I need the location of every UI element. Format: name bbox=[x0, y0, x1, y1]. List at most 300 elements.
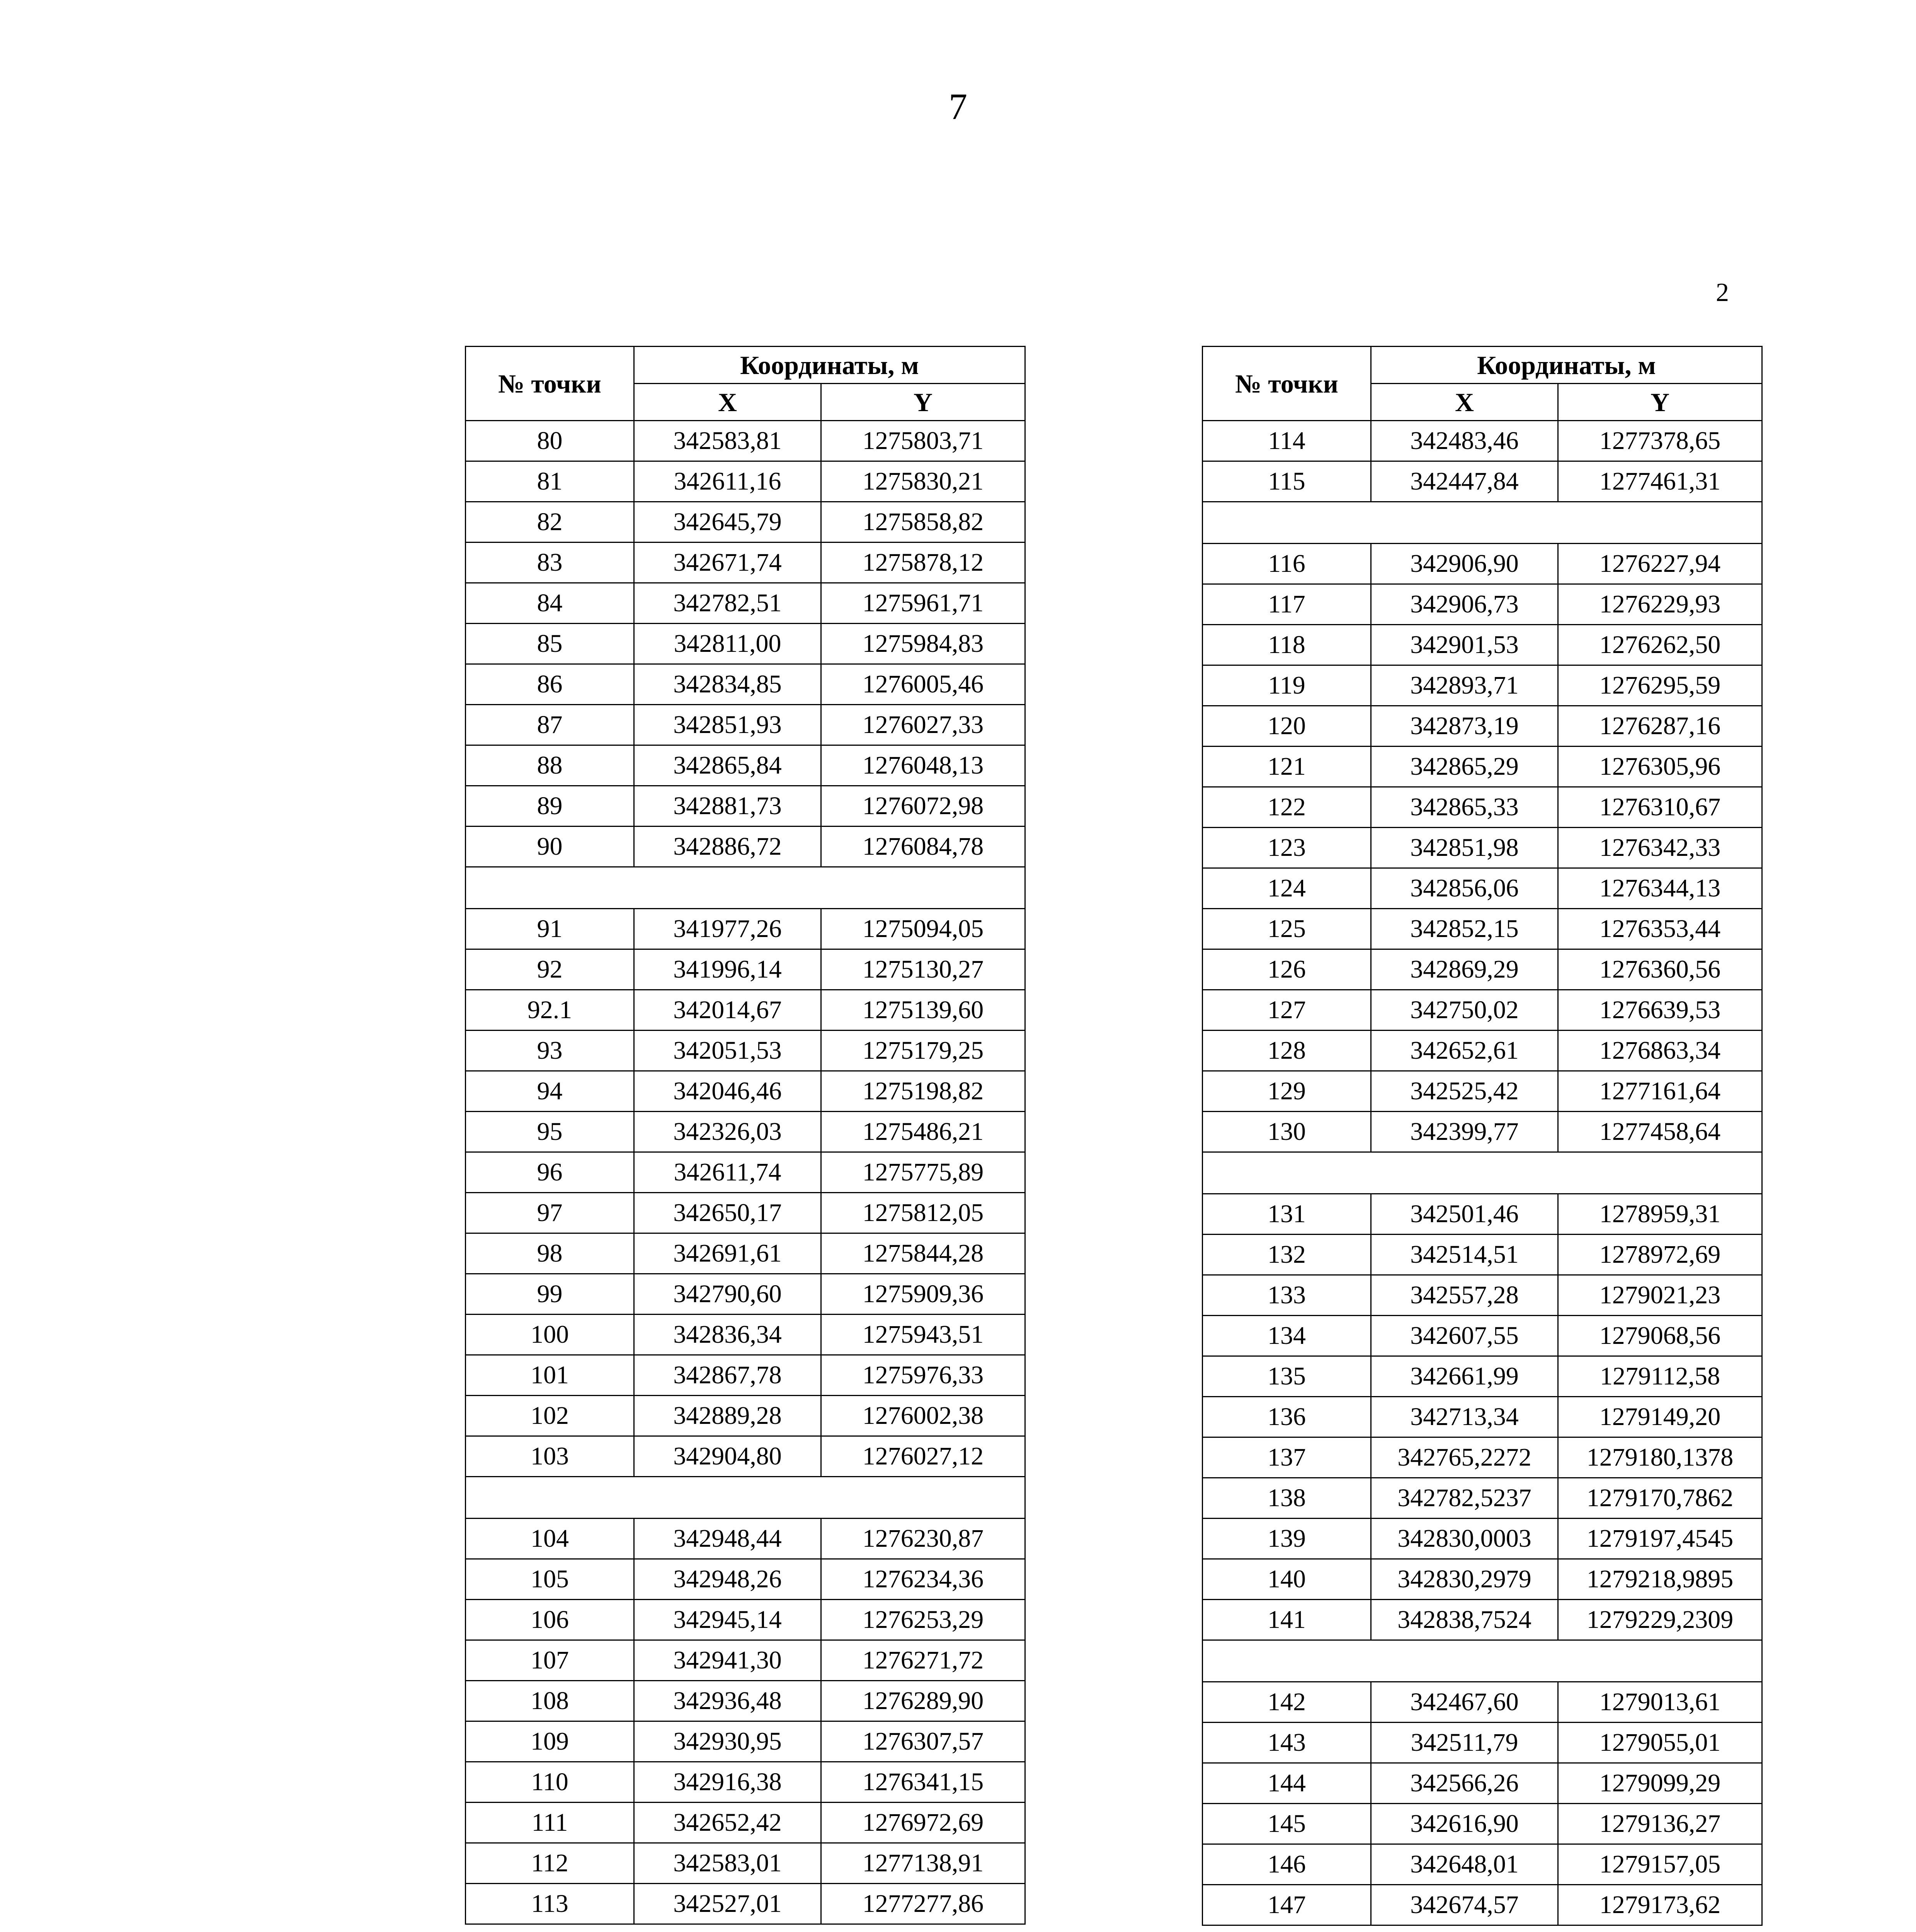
point-number-cell: 102 bbox=[466, 1396, 634, 1436]
x-coordinate-cell: 342930,95 bbox=[634, 1721, 821, 1762]
y-coordinate-cell: 1276002,38 bbox=[821, 1396, 1025, 1436]
point-number-cell: 127 bbox=[1203, 990, 1371, 1031]
y-coordinate-cell: 1276271,72 bbox=[821, 1640, 1025, 1681]
point-number-cell: 97 bbox=[466, 1193, 634, 1233]
x-coordinate-cell: 342671,74 bbox=[634, 543, 821, 583]
point-number-cell: 135 bbox=[1203, 1356, 1371, 1397]
x-coordinate-cell: 342557,28 bbox=[1371, 1275, 1558, 1316]
y-coordinate-cell: 1279218,9895 bbox=[1558, 1559, 1762, 1600]
point-number-cell: 137 bbox=[1203, 1437, 1371, 1478]
table-row bbox=[1203, 1763, 1762, 1804]
x-coordinate-cell: 342901,53 bbox=[1371, 625, 1558, 665]
y-coordinate-cell: 1276287,16 bbox=[1558, 706, 1762, 747]
table-row bbox=[466, 990, 1025, 1031]
y-coordinate-cell: 1275858,82 bbox=[821, 502, 1025, 543]
table-row bbox=[1203, 1194, 1762, 1235]
x-coordinate-cell: 342867,78 bbox=[634, 1355, 821, 1396]
x-coordinate-cell: 342873,19 bbox=[1371, 706, 1558, 747]
table-row bbox=[466, 664, 1025, 705]
separator-cell bbox=[466, 1477, 1025, 1519]
table-row bbox=[1203, 990, 1762, 1031]
point-number-cell: 115 bbox=[1203, 461, 1371, 502]
table-row bbox=[466, 502, 1025, 543]
x-coordinate-cell: 342652,42 bbox=[634, 1803, 821, 1843]
point-number-cell: 90 bbox=[466, 827, 634, 867]
point-number-cell: 85 bbox=[466, 624, 634, 664]
point-number-cell: 126 bbox=[1203, 949, 1371, 990]
separator-row bbox=[466, 1477, 1025, 1519]
point-number-cell: 118 bbox=[1203, 625, 1371, 665]
point-number-cell: 114 bbox=[1203, 421, 1371, 461]
point-number-cell: 123 bbox=[1203, 828, 1371, 868]
x-coordinate-cell: 342399,77 bbox=[1371, 1112, 1558, 1152]
table-row bbox=[1203, 1804, 1762, 1844]
point-number-header: № точки bbox=[466, 347, 634, 421]
table-row bbox=[466, 909, 1025, 949]
x-coordinate-cell: 342014,67 bbox=[634, 990, 821, 1031]
point-number-cell: 89 bbox=[466, 786, 634, 827]
x-coordinate-cell: 342904,80 bbox=[634, 1436, 821, 1477]
table-row bbox=[466, 1681, 1025, 1721]
y-coordinate-cell: 1275878,12 bbox=[821, 543, 1025, 583]
y-coordinate-cell: 1275961,71 bbox=[821, 583, 1025, 624]
table-row bbox=[1203, 1519, 1762, 1559]
y-coordinate-cell: 1277138,91 bbox=[821, 1843, 1025, 1884]
y-coordinate-cell: 1279229,2309 bbox=[1558, 1600, 1762, 1640]
x-coordinate-cell: 342611,16 bbox=[634, 461, 821, 502]
table-row bbox=[466, 1436, 1025, 1477]
x-coordinate-cell: 342790,60 bbox=[634, 1274, 821, 1315]
x-coordinate-cell: 342483,46 bbox=[1371, 421, 1558, 461]
y-coordinate-cell: 1275830,21 bbox=[821, 461, 1025, 502]
table-row bbox=[1203, 1071, 1762, 1112]
x-coordinate-cell: 342836,34 bbox=[634, 1315, 821, 1355]
y-coordinate-cell: 1276305,96 bbox=[1558, 747, 1762, 787]
table-row bbox=[466, 543, 1025, 583]
x-coordinate-cell: 342645,79 bbox=[634, 502, 821, 543]
y-coordinate-cell: 1276005,46 bbox=[821, 664, 1025, 705]
table-row bbox=[466, 1803, 1025, 1843]
table-row bbox=[466, 624, 1025, 664]
y-coordinate-cell: 1279173,62 bbox=[1558, 1885, 1762, 1925]
point-number-header: № точки bbox=[1203, 347, 1371, 421]
x-coordinate-cell: 342865,33 bbox=[1371, 787, 1558, 828]
table-row bbox=[1203, 1112, 1762, 1152]
x-coordinate-cell: 342889,28 bbox=[634, 1396, 821, 1436]
point-number-cell: 98 bbox=[466, 1233, 634, 1274]
table-row bbox=[1203, 1723, 1762, 1763]
table-header bbox=[1203, 347, 1762, 421]
y-coordinate-cell: 1279099,29 bbox=[1558, 1763, 1762, 1804]
point-number-cell: 106 bbox=[466, 1600, 634, 1640]
point-number-cell: 80 bbox=[466, 421, 634, 461]
table-row bbox=[1203, 421, 1762, 461]
x-coordinate-cell: 342851,98 bbox=[1371, 828, 1558, 868]
x-coordinate-cell: 342447,84 bbox=[1371, 461, 1558, 502]
table-row bbox=[1203, 949, 1762, 990]
x-coordinate-cell: 342881,73 bbox=[634, 786, 821, 827]
table-row bbox=[466, 1233, 1025, 1274]
point-number-cell: 147 bbox=[1203, 1885, 1371, 1925]
x-coordinate-cell: 342525,42 bbox=[1371, 1071, 1558, 1112]
coordinates-table-right bbox=[1202, 346, 1763, 1926]
y-coordinate-cell: 1276341,15 bbox=[821, 1762, 1025, 1803]
point-number-cell: 143 bbox=[1203, 1723, 1371, 1763]
point-number-cell: 132 bbox=[1203, 1235, 1371, 1275]
y-coordinate-cell: 1275812,05 bbox=[821, 1193, 1025, 1233]
y-coordinate-cell: 1275486,21 bbox=[821, 1112, 1025, 1152]
table-row bbox=[1203, 665, 1762, 706]
y-coordinate-cell: 1275943,51 bbox=[821, 1315, 1025, 1355]
point-number-cell: 108 bbox=[466, 1681, 634, 1721]
x-coordinate-cell: 342051,53 bbox=[634, 1031, 821, 1071]
separator-row bbox=[1203, 1152, 1762, 1194]
table-header bbox=[466, 347, 1025, 421]
point-number-cell: 130 bbox=[1203, 1112, 1371, 1152]
y-coordinate-cell: 1277277,86 bbox=[821, 1884, 1025, 1924]
point-number-cell: 139 bbox=[1203, 1519, 1371, 1559]
x-coordinate-cell: 341996,14 bbox=[634, 949, 821, 990]
y-coordinate-cell: 1276227,94 bbox=[1558, 544, 1762, 584]
y-coordinate-cell: 1276027,12 bbox=[821, 1436, 1025, 1477]
table-row bbox=[1203, 1437, 1762, 1478]
y-header: Y bbox=[821, 384, 1025, 421]
x-coordinate-cell: 342856,06 bbox=[1371, 868, 1558, 909]
point-number-cell: 120 bbox=[1203, 706, 1371, 747]
table-row bbox=[1203, 1031, 1762, 1071]
point-number-cell: 84 bbox=[466, 583, 634, 624]
y-coordinate-cell: 1275130,27 bbox=[821, 949, 1025, 990]
y-coordinate-cell: 1278959,31 bbox=[1558, 1194, 1762, 1235]
point-number-cell: 141 bbox=[1203, 1600, 1371, 1640]
x-coordinate-cell: 342906,90 bbox=[1371, 544, 1558, 584]
point-number-cell: 144 bbox=[1203, 1763, 1371, 1804]
y-coordinate-cell: 1275909,36 bbox=[821, 1274, 1025, 1315]
point-number-cell: 110 bbox=[466, 1762, 634, 1803]
point-number-cell: 116 bbox=[1203, 544, 1371, 584]
table-row bbox=[1203, 1844, 1762, 1885]
y-coordinate-cell: 1276048,13 bbox=[821, 745, 1025, 786]
table-body bbox=[466, 421, 1025, 1924]
x-coordinate-cell: 342514,51 bbox=[1371, 1235, 1558, 1275]
x-coordinate-cell: 342527,01 bbox=[634, 1884, 821, 1924]
y-coordinate-cell: 1275139,60 bbox=[821, 990, 1025, 1031]
x-coordinate-cell: 342782,51 bbox=[634, 583, 821, 624]
table-row bbox=[466, 745, 1025, 786]
x-coordinate-cell: 342916,38 bbox=[634, 1762, 821, 1803]
table-row bbox=[1203, 1885, 1762, 1925]
y-coordinate-cell: 1277458,64 bbox=[1558, 1112, 1762, 1152]
table-row bbox=[1203, 1682, 1762, 1723]
point-number-cell: 100 bbox=[466, 1315, 634, 1355]
point-number-cell: 117 bbox=[1203, 584, 1371, 625]
point-number-cell: 101 bbox=[466, 1355, 634, 1396]
table-row bbox=[466, 786, 1025, 827]
y-coordinate-cell: 1276972,69 bbox=[821, 1803, 1025, 1843]
x-coordinate-cell: 342811,00 bbox=[634, 624, 821, 664]
y-coordinate-cell: 1276353,44 bbox=[1558, 909, 1762, 949]
table-row bbox=[466, 1112, 1025, 1152]
table-row bbox=[466, 583, 1025, 624]
y-coordinate-cell: 1275179,25 bbox=[821, 1031, 1025, 1071]
point-number-cell: 122 bbox=[1203, 787, 1371, 828]
point-number-cell: 113 bbox=[466, 1884, 634, 1924]
point-number-cell: 136 bbox=[1203, 1397, 1371, 1437]
y-coordinate-cell: 1275976,33 bbox=[821, 1355, 1025, 1396]
x-coordinate-cell: 342893,71 bbox=[1371, 665, 1558, 706]
y-coordinate-cell: 1275775,89 bbox=[821, 1152, 1025, 1193]
y-coordinate-cell: 1278972,69 bbox=[1558, 1235, 1762, 1275]
x-coordinate-cell: 342583,01 bbox=[634, 1843, 821, 1884]
x-coordinate-cell: 342616,90 bbox=[1371, 1804, 1558, 1844]
y-coordinate-cell: 1276234,36 bbox=[821, 1559, 1025, 1600]
y-coordinate-cell: 1279021,23 bbox=[1558, 1275, 1762, 1316]
x-coordinate-cell: 341977,26 bbox=[634, 909, 821, 949]
table-row bbox=[1203, 584, 1762, 625]
point-number-cell: 88 bbox=[466, 745, 634, 786]
point-number-cell: 96 bbox=[466, 1152, 634, 1193]
y-coordinate-cell: 1276072,98 bbox=[821, 786, 1025, 827]
page-number: 7 bbox=[949, 86, 967, 127]
x-coordinate-cell: 342834,85 bbox=[634, 664, 821, 705]
point-number-cell: 145 bbox=[1203, 1804, 1371, 1844]
y-coordinate-cell: 1276084,78 bbox=[821, 827, 1025, 867]
point-number-cell: 104 bbox=[466, 1519, 634, 1559]
table-row bbox=[466, 1152, 1025, 1193]
table-row bbox=[466, 1640, 1025, 1681]
coordinates-table-left bbox=[465, 346, 1026, 1925]
point-number-cell: 82 bbox=[466, 502, 634, 543]
x-coordinate-cell: 342501,46 bbox=[1371, 1194, 1558, 1235]
coordinates-header: Координаты, м bbox=[1371, 347, 1762, 384]
point-number-cell: 105 bbox=[466, 1559, 634, 1600]
table-row bbox=[466, 421, 1025, 461]
x-coordinate-cell: 342906,73 bbox=[1371, 584, 1558, 625]
x-coordinate-cell: 342886,72 bbox=[634, 827, 821, 867]
table-row bbox=[1203, 828, 1762, 868]
y-coordinate-cell: 1276253,29 bbox=[821, 1600, 1025, 1640]
y-coordinate-cell: 1276230,87 bbox=[821, 1519, 1025, 1559]
table-row bbox=[466, 461, 1025, 502]
y-coordinate-cell: 1275803,71 bbox=[821, 421, 1025, 461]
point-number-cell: 95 bbox=[466, 1112, 634, 1152]
point-number-cell: 91 bbox=[466, 909, 634, 949]
y-coordinate-cell: 1279149,20 bbox=[1558, 1397, 1762, 1437]
x-coordinate-cell: 342674,57 bbox=[1371, 1885, 1558, 1925]
y-coordinate-cell: 1275094,05 bbox=[821, 909, 1025, 949]
x-coordinate-cell: 342869,29 bbox=[1371, 949, 1558, 990]
y-coordinate-cell: 1276863,34 bbox=[1558, 1031, 1762, 1071]
x-coordinate-cell: 342865,84 bbox=[634, 745, 821, 786]
y-coordinate-cell: 1279197,4545 bbox=[1558, 1519, 1762, 1559]
x-coordinate-cell: 342941,30 bbox=[634, 1640, 821, 1681]
point-number-cell: 128 bbox=[1203, 1031, 1371, 1071]
table-row bbox=[1203, 706, 1762, 747]
x-coordinate-cell: 342691,61 bbox=[634, 1233, 821, 1274]
separator-row bbox=[1203, 1640, 1762, 1682]
x-coordinate-cell: 342611,74 bbox=[634, 1152, 821, 1193]
x-coordinate-cell: 342765,2272 bbox=[1371, 1437, 1558, 1478]
sheet-number: 2 bbox=[1716, 277, 1729, 307]
x-coordinate-cell: 342652,61 bbox=[1371, 1031, 1558, 1071]
table-row bbox=[1203, 625, 1762, 665]
point-number-cell: 140 bbox=[1203, 1559, 1371, 1600]
table-row bbox=[466, 1843, 1025, 1884]
x-coordinate-cell: 342583,81 bbox=[634, 421, 821, 461]
x-coordinate-cell: 342046,46 bbox=[634, 1071, 821, 1112]
point-number-cell: 131 bbox=[1203, 1194, 1371, 1235]
y-coordinate-cell: 1276027,33 bbox=[821, 705, 1025, 745]
x-coordinate-cell: 342566,26 bbox=[1371, 1763, 1558, 1804]
x-coordinate-cell: 342661,99 bbox=[1371, 1356, 1558, 1397]
point-number-cell: 111 bbox=[466, 1803, 634, 1843]
x-coordinate-cell: 342945,14 bbox=[634, 1600, 821, 1640]
point-number-cell: 81 bbox=[466, 461, 634, 502]
x-coordinate-cell: 342782,5237 bbox=[1371, 1478, 1558, 1519]
x-coordinate-cell: 342852,15 bbox=[1371, 909, 1558, 949]
x-coordinate-cell: 342713,34 bbox=[1371, 1397, 1558, 1437]
point-number-cell: 129 bbox=[1203, 1071, 1371, 1112]
point-number-cell: 107 bbox=[466, 1640, 634, 1681]
y-coordinate-cell: 1276310,67 bbox=[1558, 787, 1762, 828]
point-number-cell: 92 bbox=[466, 949, 634, 990]
y-coordinate-cell: 1277161,64 bbox=[1558, 1071, 1762, 1112]
point-number-cell: 138 bbox=[1203, 1478, 1371, 1519]
y-coordinate-cell: 1275198,82 bbox=[821, 1071, 1025, 1112]
y-coordinate-cell: 1279157,05 bbox=[1558, 1844, 1762, 1885]
separator-cell bbox=[1203, 502, 1762, 544]
table-row bbox=[466, 1315, 1025, 1355]
y-coordinate-cell: 1279112,58 bbox=[1558, 1356, 1762, 1397]
x-coordinate-cell: 342948,26 bbox=[634, 1559, 821, 1600]
table-row bbox=[466, 827, 1025, 867]
y-coordinate-cell: 1276262,50 bbox=[1558, 625, 1762, 665]
separator-cell bbox=[466, 867, 1025, 909]
separator-row bbox=[466, 867, 1025, 909]
table-row bbox=[466, 1519, 1025, 1559]
point-number-cell: 109 bbox=[466, 1721, 634, 1762]
point-number-cell: 146 bbox=[1203, 1844, 1371, 1885]
table-row bbox=[1203, 544, 1762, 584]
y-coordinate-cell: 1276639,53 bbox=[1558, 990, 1762, 1031]
x-coordinate-cell: 342650,17 bbox=[634, 1193, 821, 1233]
point-number-cell: 142 bbox=[1203, 1682, 1371, 1723]
y-coordinate-cell: 1279170,7862 bbox=[1558, 1478, 1762, 1519]
x-coordinate-cell: 342936,48 bbox=[634, 1681, 821, 1721]
y-coordinate-cell: 1276360,56 bbox=[1558, 949, 1762, 990]
table-row bbox=[1203, 1600, 1762, 1640]
table-row bbox=[466, 949, 1025, 990]
coordinates-header: Координаты, м bbox=[634, 347, 1025, 384]
x-coordinate-cell: 342607,55 bbox=[1371, 1316, 1558, 1356]
table-row bbox=[1203, 909, 1762, 949]
x-coordinate-cell: 342830,2979 bbox=[1371, 1559, 1558, 1600]
x-coordinate-cell: 342851,93 bbox=[634, 705, 821, 745]
y-header: Y bbox=[1558, 384, 1762, 421]
point-number-cell: 99 bbox=[466, 1274, 634, 1315]
table-row bbox=[466, 1193, 1025, 1233]
y-coordinate-cell: 1279180,1378 bbox=[1558, 1437, 1762, 1478]
point-number-cell: 124 bbox=[1203, 868, 1371, 909]
point-number-cell: 133 bbox=[1203, 1275, 1371, 1316]
point-number-cell: 134 bbox=[1203, 1316, 1371, 1356]
point-number-cell: 86 bbox=[466, 664, 634, 705]
y-coordinate-cell: 1275984,83 bbox=[821, 624, 1025, 664]
table-row bbox=[466, 1071, 1025, 1112]
y-coordinate-cell: 1276289,90 bbox=[821, 1681, 1025, 1721]
point-number-cell: 94 bbox=[466, 1071, 634, 1112]
x-header: X bbox=[1371, 384, 1558, 421]
y-coordinate-cell: 1277378,65 bbox=[1558, 421, 1762, 461]
y-coordinate-cell: 1276342,33 bbox=[1558, 828, 1762, 868]
table-row bbox=[1203, 1478, 1762, 1519]
x-coordinate-cell: 342750,02 bbox=[1371, 990, 1558, 1031]
table-row bbox=[466, 1721, 1025, 1762]
y-coordinate-cell: 1276307,57 bbox=[821, 1721, 1025, 1762]
x-coordinate-cell: 342830,0003 bbox=[1371, 1519, 1558, 1559]
x-coordinate-cell: 342648,01 bbox=[1371, 1844, 1558, 1885]
point-number-cell: 125 bbox=[1203, 909, 1371, 949]
x-coordinate-cell: 342511,79 bbox=[1371, 1723, 1558, 1763]
point-number-cell: 92.1 bbox=[466, 990, 634, 1031]
x-coordinate-cell: 342326,03 bbox=[634, 1112, 821, 1152]
y-coordinate-cell: 1279136,27 bbox=[1558, 1804, 1762, 1844]
table-row bbox=[1203, 1235, 1762, 1275]
y-coordinate-cell: 1275844,28 bbox=[821, 1233, 1025, 1274]
x-coordinate-cell: 342838,7524 bbox=[1371, 1600, 1558, 1640]
x-header: X bbox=[634, 384, 821, 421]
table-row bbox=[466, 1031, 1025, 1071]
table-row bbox=[1203, 461, 1762, 502]
table-row bbox=[1203, 1397, 1762, 1437]
point-number-cell: 119 bbox=[1203, 665, 1371, 706]
separator-cell bbox=[1203, 1640, 1762, 1682]
table-row bbox=[1203, 1316, 1762, 1356]
y-coordinate-cell: 1276229,93 bbox=[1558, 584, 1762, 625]
table-body bbox=[1203, 421, 1762, 1925]
table-row bbox=[466, 1396, 1025, 1436]
x-coordinate-cell: 342865,29 bbox=[1371, 747, 1558, 787]
table-row bbox=[466, 705, 1025, 745]
table-row bbox=[1203, 787, 1762, 828]
y-coordinate-cell: 1276295,59 bbox=[1558, 665, 1762, 706]
point-number-cell: 121 bbox=[1203, 747, 1371, 787]
table-row bbox=[1203, 1275, 1762, 1316]
table-row bbox=[1203, 1356, 1762, 1397]
table-row bbox=[466, 1355, 1025, 1396]
x-coordinate-cell: 342948,44 bbox=[634, 1519, 821, 1559]
point-number-cell: 103 bbox=[466, 1436, 634, 1477]
y-coordinate-cell: 1277461,31 bbox=[1558, 461, 1762, 502]
point-number-cell: 87 bbox=[466, 705, 634, 745]
table-row bbox=[466, 1559, 1025, 1600]
table-row bbox=[1203, 1559, 1762, 1600]
table-row bbox=[466, 1762, 1025, 1803]
x-coordinate-cell: 342467,60 bbox=[1371, 1682, 1558, 1723]
y-coordinate-cell: 1279013,61 bbox=[1558, 1682, 1762, 1723]
y-coordinate-cell: 1279068,56 bbox=[1558, 1316, 1762, 1356]
y-coordinate-cell: 1276344,13 bbox=[1558, 868, 1762, 909]
point-number-cell: 112 bbox=[466, 1843, 634, 1884]
table-row bbox=[1203, 747, 1762, 787]
table-row bbox=[1203, 868, 1762, 909]
table-row bbox=[466, 1600, 1025, 1640]
point-number-cell: 83 bbox=[466, 543, 634, 583]
y-coordinate-cell: 1279055,01 bbox=[1558, 1723, 1762, 1763]
point-number-cell: 93 bbox=[466, 1031, 634, 1071]
table-row bbox=[466, 1884, 1025, 1924]
separator-row bbox=[1203, 502, 1762, 544]
